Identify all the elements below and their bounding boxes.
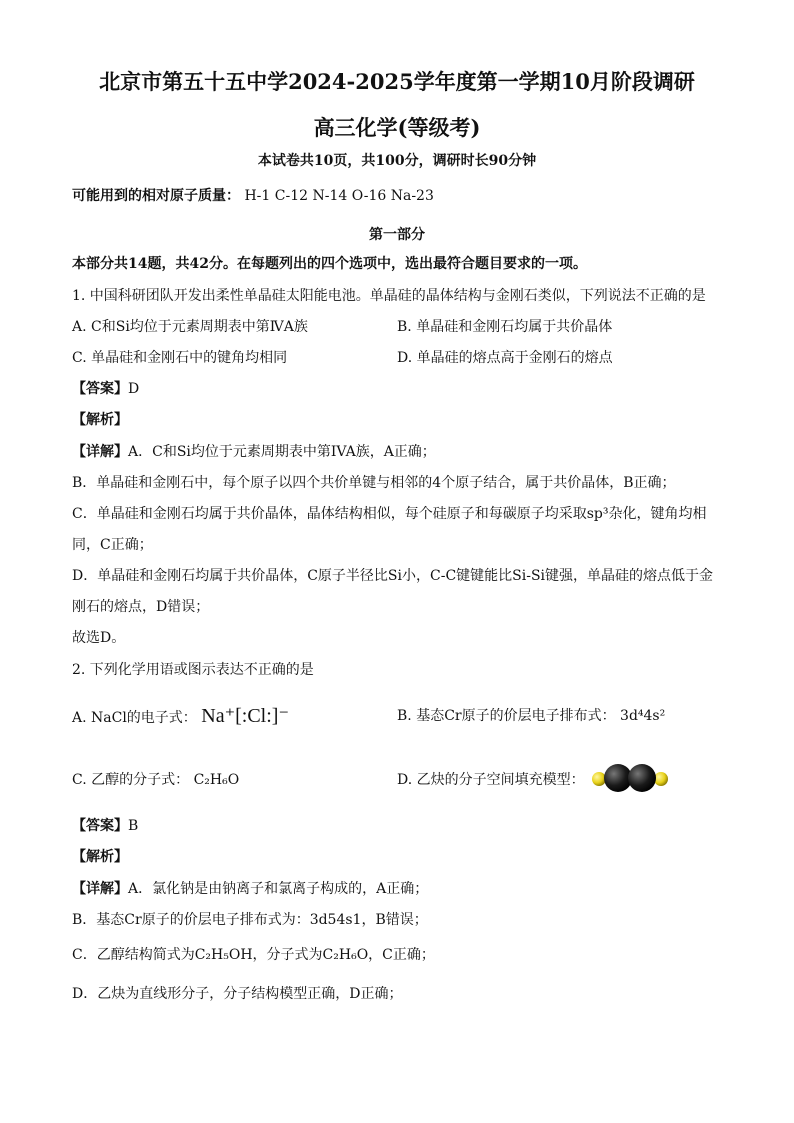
q2-detail-a-text: A．氯化钠是由钠离子和氯离子构成的，A正确； — [128, 881, 429, 897]
q1-detail-a-text: A．C和Si均位于元素周期表中第IVA族，A正确； — [128, 444, 436, 460]
q2-detail-b: B．基态Cr原子的价层电子排布式为：3d54s1，B错误； — [72, 912, 428, 928]
nacl-electron-formula: Na⁺[:Cl:]⁻ — [201, 705, 290, 727]
atomic-mass-na: Na-23 — [390, 188, 434, 204]
q1-detail-a — [72, 442, 436, 462]
q2-detail-c-formula: C₂H₆O — [322, 947, 369, 963]
q1-detail-d1: D．单晶硅和金刚石均属于共价晶体，C原子半径比Si小，C-C键键能比Si-Si键强，单晶硅的熔点低于金 — [72, 568, 714, 584]
q2-stem: 2. 下列化学用语或图示表达不正确的是 — [72, 662, 314, 678]
q2-detail-c — [72, 945, 435, 965]
q1-stem: 1. 中国科研团队开发出柔性单晶硅太阳能电池。单晶硅的晶体结构与金刚石类似，下列说法不正确的是 — [72, 288, 706, 304]
q1-option-d: D. 单晶硅的熔点高于金刚石的熔点 — [397, 350, 613, 366]
q2-option-a-text: A. NaCl的电子式： — [72, 710, 197, 726]
q1-detail-b: B．单晶硅和金刚石中，每个原子以四个共价单键与相邻的4个原子结合，属于共价晶体，B正确； — [72, 475, 676, 491]
q2-option-a — [72, 706, 289, 728]
exam-subtitle: 高三化学(等级考) — [313, 115, 481, 140]
q1-option-b: B. 单晶硅和金刚石均属于共价晶体 — [397, 319, 613, 335]
atomic-mass-line — [72, 186, 434, 206]
part-instructions: 本部分共14题，共42分。在每题列出的四个选项中，选出最符合题目要求的一项。 — [72, 256, 587, 272]
q1-conclusion: 故选D。 — [72, 630, 126, 646]
q2-option-c — [72, 770, 239, 790]
exam-info: 本试卷共10页，共100分，调研时长90分钟 — [257, 153, 537, 169]
atomic-mass-label: 可能用到的相对原子质量： — [72, 188, 240, 204]
atomic-mass-h: H-1 — [244, 188, 271, 204]
q2-analysis-label: 【解析】 — [72, 849, 128, 865]
q2-option-b-text: B. 基态Cr原子的价层电子排布式： — [397, 708, 616, 724]
q2-answer-label: 【答案】 — [72, 818, 128, 834]
q1-detail-label: 【详解】 — [72, 444, 128, 460]
atomic-mass-c: C-12 — [274, 188, 309, 204]
atomic-mass-n: N-14 — [312, 188, 348, 204]
acetylene-space-filling-model-icon — [590, 762, 670, 794]
q2-answer-value: B — [128, 818, 139, 834]
exam-title: 北京市第五十五中学2024-2025学年度第一学期10月阶段调研 — [99, 69, 695, 94]
q1-answer-label: 【答案】 — [72, 381, 128, 397]
ethanol-formula: C₂H₆O — [193, 772, 240, 788]
q1-detail-c1: C．单晶硅和金刚石均属于共价晶体，晶体结构相似，每个硅原子和每碳原子均采取sp³杂化，键角均相 — [72, 506, 707, 522]
q2-answer — [72, 816, 138, 836]
part-title: 第一部分 — [369, 227, 425, 243]
q1-answer-value: D — [128, 381, 140, 397]
q2-detail-a — [72, 879, 428, 899]
q2-option-d: D. 乙炔的分子空间填充模型： — [397, 772, 585, 788]
q1-detail-c2: 同，C正确； — [72, 537, 153, 553]
q2-detail-c-pre: C．乙醇结构简式为C₂H₅OH，分子式为 — [72, 947, 323, 963]
q2-detail-c-post: ，C正确； — [368, 947, 435, 963]
q2-detail-d: D．乙炔为直线形分子，分子结构模型正确，D正确； — [72, 986, 403, 1002]
q2-detail-label: 【详解】 — [72, 881, 128, 897]
q1-analysis-label: 【解析】 — [72, 412, 128, 428]
q1-answer — [72, 379, 139, 399]
q1-option-c: C. 单晶硅和金刚石中的键角均相同 — [72, 350, 288, 366]
q1-detail-d2: 刚石的熔点，D错误； — [72, 599, 210, 615]
q1-option-a: A. C和Si均位于元素周期表中第ⅣA族 — [72, 319, 308, 335]
q2-option-c-text: C. 乙醇的分子式： — [72, 772, 190, 788]
cr-electron-config: 3d⁴4s² — [620, 708, 666, 724]
atomic-mass-o: O-16 — [351, 188, 387, 204]
q2-option-b — [397, 706, 665, 726]
